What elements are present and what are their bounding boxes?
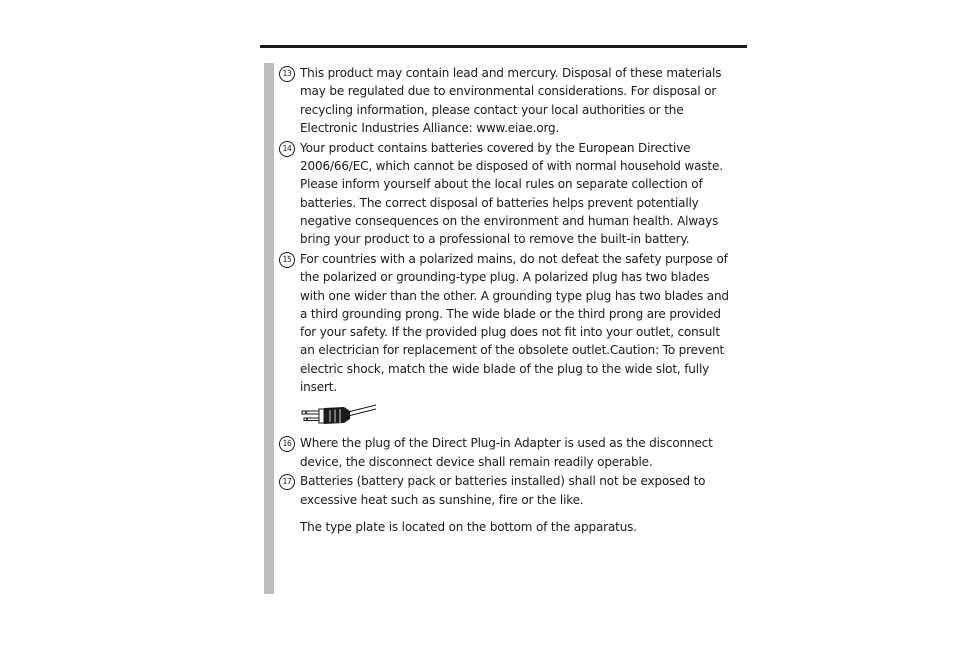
list-item-13	[279, 64, 731, 137]
item-number: 15	[279, 252, 295, 268]
item-text: This product may contain lead and mercury. Disposal of these materials may be regulated due to environmental considerations. For disposal or recycling information, please contact your local authorities or the Electronic Industries Alliance: www.eiae.org.	[300, 66, 722, 135]
top-rule	[260, 45, 747, 48]
item-text: Batteries (battery pack or batteries installed) shall not be exposed to excessive heat such as sunshine, fire or the like.	[300, 474, 706, 507]
list-item-15	[279, 250, 731, 396]
item-number: 13	[279, 66, 295, 82]
side-bar	[264, 63, 274, 594]
polarized-plug-icon	[300, 401, 378, 431]
list-item-14	[279, 139, 731, 249]
item-text: For countries with a polarized mains, do not defeat the safety purpose of the polarized or grounding-type plug. A polarized plug has two blades with one wider than the other. A grounding type plug has two blades and a third grounding prong. The wide blade or the third prong are provided for your safety. If the provided plug does not fit into your outlet, consult an electrician for replacement of the obsolete outlet.Caution: To prevent electric shock, match the wide blade of the plug to the wide slot, fully insert.	[300, 251, 729, 395]
item-number: 14	[279, 141, 295, 157]
item-text: Where the plug of the Direct Plug-in Adapter is used as the disconnect device, the disconnect device shall remain readily operable.	[300, 436, 713, 469]
item-number: 17	[279, 474, 295, 490]
list-item-16	[279, 434, 731, 471]
list-item-17	[279, 472, 731, 509]
safety-notes	[279, 64, 731, 536]
type-plate-note: The type plate is located on the bottom of the apparatus.	[300, 520, 637, 535]
item-number: 16	[279, 436, 295, 452]
item-text: Your product contains batteries covered by the European Directive 2006/66/EC, which cannot be disposed of with normal household waste. Please inform yourself about the local rules on separate collection of batteries. The correct disposal of batteries helps prevent potentially negative consequences on the environment and human health. Always bring your product to a professional to remove the built-in battery.	[300, 140, 723, 247]
